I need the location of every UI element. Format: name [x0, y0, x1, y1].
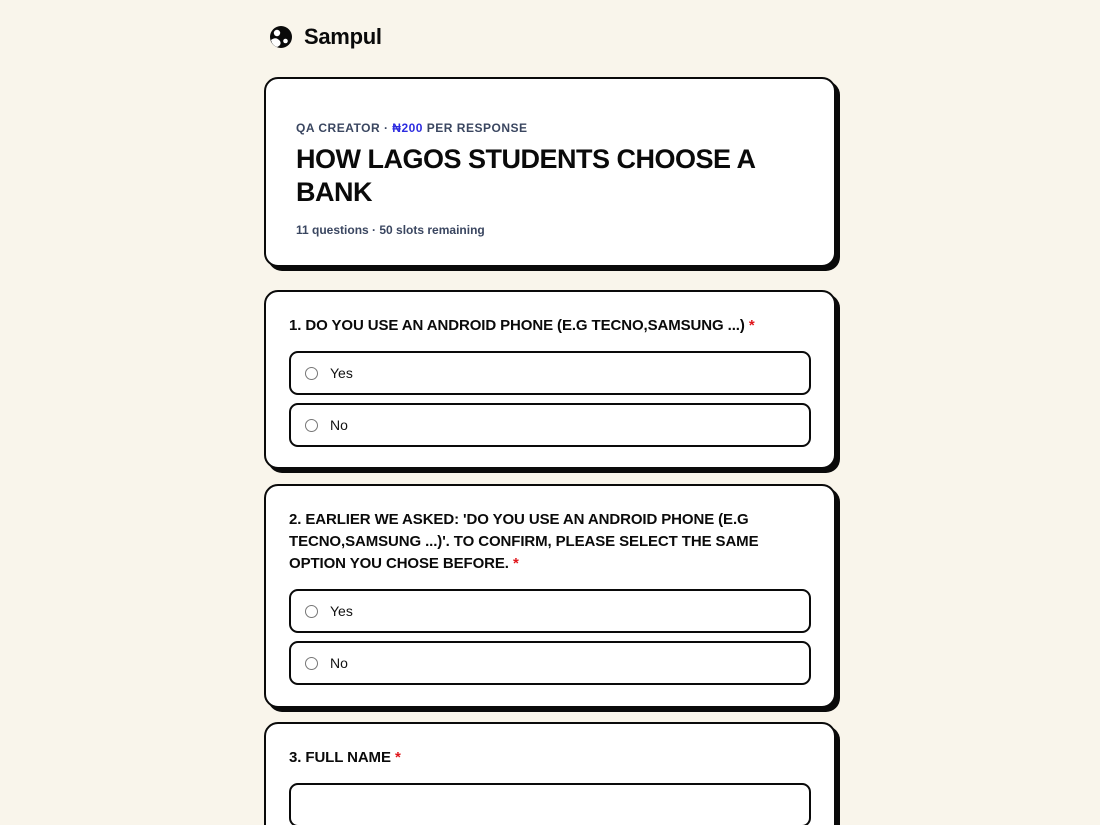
survey-title: HOW LAGOS STUDENTS CHOOSE A BANK [296, 144, 755, 207]
question-title [289, 747, 811, 769]
required-marker: * [748, 317, 755, 334]
option-no[interactable] [289, 403, 811, 447]
price-per-response: ₦200 [392, 121, 423, 135]
option-list [289, 351, 811, 447]
question-title [289, 315, 811, 337]
radio-button[interactable] [305, 367, 318, 380]
question-label: 1. DO YOU USE AN ANDROID PHONE (E.G TECNO,SAMSUNG ...) [289, 317, 745, 334]
radio-button[interactable] [305, 657, 318, 670]
eyebrow-suffix: PER RESPONSE [422, 121, 528, 135]
option-yes[interactable] [289, 589, 811, 633]
option-list [289, 589, 811, 685]
option-label: No [330, 655, 348, 671]
question-card-3 [264, 722, 836, 825]
eyebrow-prefix: QA CREATOR · [296, 121, 393, 135]
survey-header-card [264, 77, 836, 267]
required-marker: * [394, 749, 401, 766]
survey-eyebrow [296, 121, 804, 135]
question-label: 2. EARLIER WE ASKED: 'DO YOU USE AN ANDROID PHONE (E.G TECNO,SAMSUNG ...)'. TO CONFIRM, PLEASE SELECT THE SAME OPTION YOU CHOSE BEFORE. [289, 511, 759, 572]
sampul-logo-icon [268, 24, 294, 50]
question-card-1 [264, 290, 836, 469]
question-title [289, 509, 811, 575]
question-label: 3. FULL NAME [289, 749, 391, 766]
option-label: Yes [330, 365, 353, 381]
survey-meta: 11 questions · 50 slots remaining [296, 223, 485, 237]
question-card-2 [264, 484, 836, 708]
radio-button[interactable] [305, 605, 318, 618]
option-label: Yes [330, 603, 353, 619]
required-marker: * [512, 555, 519, 572]
brand-name: Sampul [304, 24, 382, 49]
full-name-input[interactable] [289, 783, 811, 825]
radio-button[interactable] [305, 419, 318, 432]
option-label: No [330, 417, 348, 433]
option-no[interactable] [289, 641, 811, 685]
brand[interactable] [268, 24, 382, 50]
option-yes[interactable] [289, 351, 811, 395]
